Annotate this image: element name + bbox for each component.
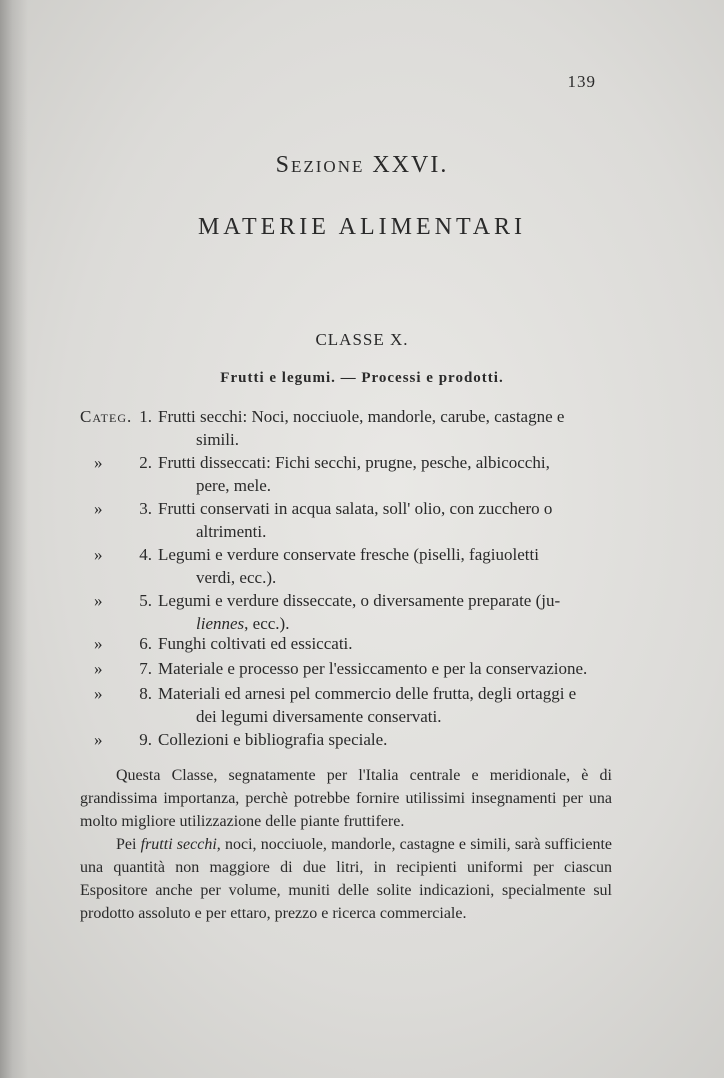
- category-line: verdi, ecc.).: [196, 568, 277, 587]
- category-line-rest: , ecc.).: [244, 614, 290, 633]
- ditto-mark: »: [94, 634, 103, 653]
- category-number: 6.: [139, 634, 152, 653]
- category-line: altrimenti.: [196, 522, 267, 541]
- category-text: [158, 405, 620, 451]
- category-text: [158, 589, 620, 635]
- ditto-mark: »: [94, 591, 103, 610]
- paragraph-italic: frutti secchi: [140, 836, 217, 853]
- category-line: Legumi e verdure conservate fresche (piselli, fagiuoletti: [158, 545, 539, 564]
- category-text: [158, 497, 620, 543]
- category-line: Funghi coltivati ed essiccati.: [158, 634, 353, 653]
- section-heading: Sezione XXVI.: [275, 152, 449, 178]
- category-item: [80, 657, 620, 680]
- paragraph: [80, 833, 612, 925]
- category-number: 1.: [139, 407, 152, 426]
- paragraph-text: Questa Classe, segnatamente per l'Italia centrale e meridionale, è di grandissima importanza, perchè potrebbe fornire utilissimi insegnamenti per una molto migliore utilizzazione delle piante fruttifere.: [80, 767, 612, 830]
- category-number: 5.: [139, 591, 152, 610]
- category-item: [80, 728, 620, 751]
- category-number: 9.: [139, 730, 152, 749]
- category-line: Frutti disseccati: Fichi secchi, prugne, pesche, albicocchi,: [158, 453, 550, 472]
- ditto-mark: »: [94, 499, 103, 518]
- ditto-mark: »: [94, 545, 103, 564]
- ditto-mark: »: [94, 659, 103, 678]
- category-line: pere, mele.: [196, 476, 272, 495]
- category-text: [158, 451, 620, 497]
- category-text: [158, 543, 620, 589]
- category-number: 4.: [139, 545, 152, 564]
- category-text: [158, 728, 620, 751]
- ditto-mark: »: [94, 684, 103, 703]
- category-line: Frutti conservati in acqua salata, soll' olio, con zucchero o: [158, 499, 553, 518]
- categories-label: Categ.: [80, 407, 133, 426]
- class-subtitle: Frutti e legumi. — Processi e prodotti.: [220, 370, 504, 386]
- paragraph-text: Pei: [116, 836, 141, 853]
- category-item: [80, 405, 620, 451]
- category-item: [80, 682, 620, 728]
- category-number: 7.: [139, 659, 152, 678]
- page-number: 139: [567, 72, 596, 91]
- category-item: [80, 632, 620, 655]
- category-number: 2.: [139, 453, 152, 472]
- class-heading: CLASSE X.: [315, 330, 409, 349]
- ditto-mark: »: [94, 730, 103, 749]
- category-line: Frutti secchi: Noci, nocciuole, mandorle, carube, castagne e: [158, 407, 565, 426]
- ditto-mark: »: [94, 453, 103, 472]
- category-line: Legumi e verdure disseccate, o diversamente preparate (ju-: [158, 591, 561, 610]
- category-text: [158, 657, 620, 680]
- page-title: MATERIE ALIMENTARI: [197, 214, 527, 240]
- category-item: [80, 543, 620, 589]
- category-item: [80, 497, 620, 543]
- paragraph-text: , noci, nocciuole, mandorle, castagne e simili, sarà sufficiente una quantità non maggiore di due litri, in recipienti uniformi per ciascun Espositore anche per volume, muniti delle solite indicazioni, specialmente sul prodotto assoluto e per ettaro, prezzo e ricerca commerciale.: [80, 836, 612, 922]
- category-line: dei legumi diversamente conservati.: [196, 707, 442, 726]
- category-italic-word: liennes: [196, 614, 245, 633]
- category-text: [158, 682, 620, 728]
- category-number: 3.: [139, 499, 152, 518]
- category-line: simili.: [196, 430, 239, 449]
- category-text: [158, 632, 620, 655]
- category-line: Collezioni e bibliografia speciale.: [158, 730, 388, 749]
- category-item: [80, 451, 620, 497]
- category-line: Materiale e processo per l'essiccamento e per la conservazione.: [158, 659, 588, 678]
- category-number: 8.: [139, 684, 152, 703]
- paragraph: [80, 764, 612, 833]
- category-line: Materiali ed arnesi pel commercio delle frutta, degli ortaggi e: [158, 684, 577, 703]
- category-item: [80, 589, 620, 635]
